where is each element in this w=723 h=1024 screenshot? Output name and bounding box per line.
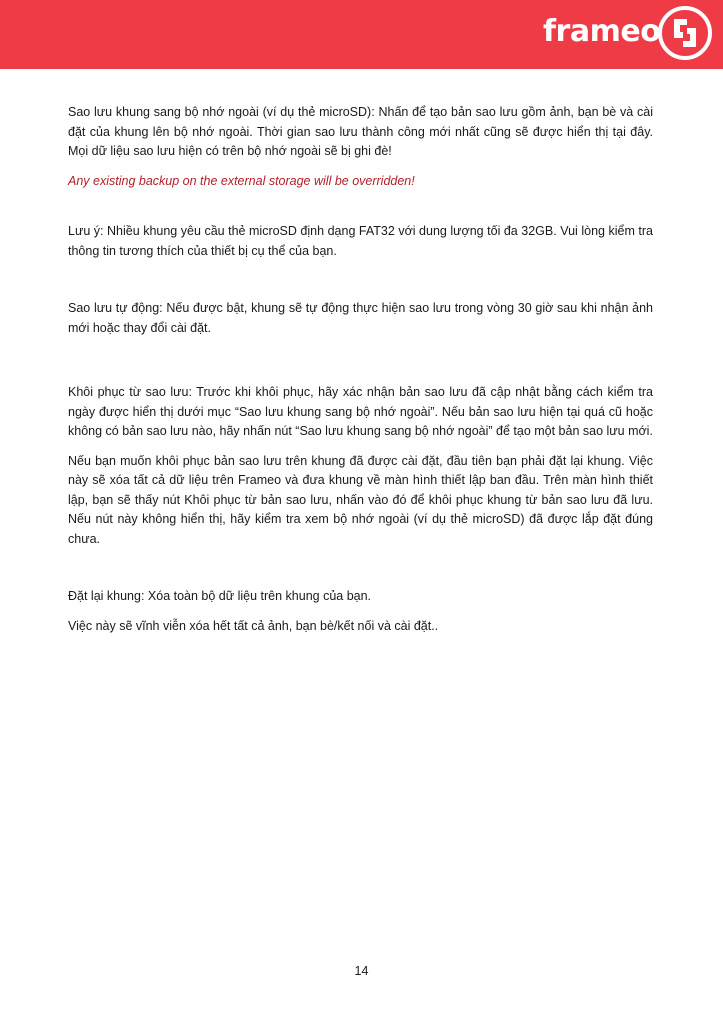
frameo-logo-icon [657,5,713,61]
logo-text: frameo [543,14,661,49]
auto-backup-paragraph: Sao lưu tự động: Nếu được bật, khung sẽ tự động thực hiện sao lưu trong vòng 30 giờ sau khi nhận ảnh mới hoặc thay đổi cài đặt. [68,301,653,335]
page-number: 14 [354,964,369,978]
document-body [68,103,653,636]
note-paragraph: Lưu ý: Nhiều khung yêu cầu thẻ microSD định dạng FAT32 với dung lượng tối đa 32GB. Vui lòng kiểm tra thông tin tương thích của thiết bị cụ thể của bạn. [68,224,653,258]
restore-setup-paragraph: Nếu bạn muốn khôi phục bản sao lưu trên khung đã được cài đặt, đầu tiên bạn phải đặt lại khung. Việc này sẽ xóa tất cả dữ liệu trên Frameo và đưa khung về màn hình thiết lập ban đầu. Trên màn hình thiết lập, bạn sẽ thấy nút Khôi phục từ bản sao lưu, nhấn vào đó để khôi phục khung từ bản sao lưu đã lưu. Nếu nút này không hiển thị, hãy kiểm tra xem bộ nhớ ngoài (ví dụ thẻ microSD) đã được lắp đặt đúng chưa. [68,453,653,546]
backup-warning: Any existing backup on the external storage will be overridden! [68,173,415,188]
backup-paragraph: Sao lưu khung sang bộ nhớ ngoài (ví dụ thẻ microSD): Nhấn để tạo bản sao lưu gồm ảnh, bạn bè và cài đặt của khung lên bộ nhớ ngoài. Thời gian sao lưu thành công mới nhất cũng sẽ được hiển thị tại đây. Mọi dữ liệu sao lưu hiện có trên bộ nhớ ngoài sẽ bị ghi đè! [68,105,653,158]
reset-paragraph: Đặt lại khung: Xóa toàn bộ dữ liệu trên khung của bạn. [68,589,372,603]
restore-paragraph: Khôi phục từ sao lưu: Trước khi khôi phục, hãy xác nhận bản sao lưu đã cập nhật bằng cách kiểm tra ngày được hiển thị dưới mục “Sao lưu khung sang bộ nhớ ngoài”. Nếu bản sao lưu hiện tại quá cũ hoặc không có bản sao lưu nào, hãy nhấn nút “Sao lưu khung sang bộ nhớ ngoài” để tạo một bản sao lưu mới. [68,385,653,438]
reset-detail: Việc này sẽ vĩnh viễn xóa hết tất cả ảnh, bạn bè/kết nối và cài đặt.. [68,618,439,633]
header-bar [0,0,723,69]
